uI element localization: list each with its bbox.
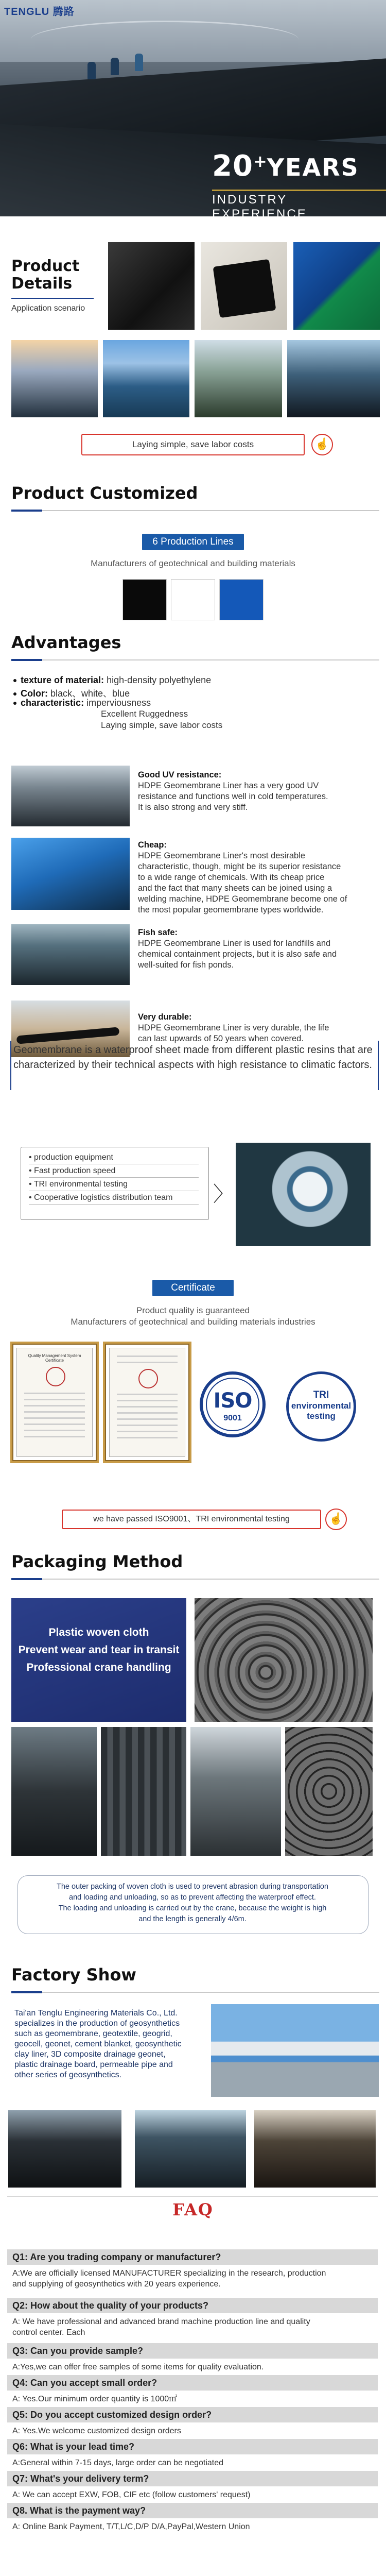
hero-worker: [135, 54, 143, 71]
bullet-dot-icon: [13, 702, 16, 705]
packaging-description-line: The outer packing of woven cloth is used to prevent abrasion during transportation: [57, 1883, 328, 1891]
brand-logo[interactable]: TENGLU 腾路: [4, 6, 75, 18]
faq-answer: [12, 2394, 378, 2404]
capability-label: Cooperative logistics distribution team: [34, 1193, 173, 1202]
advantage-extra-line: Laying simple, save labor costs: [101, 720, 223, 730]
arrow-right-icon: 〉: [213, 1183, 234, 1206]
advantage-extra-line: Excellent Ruggedness: [101, 709, 188, 719]
rolls-row-photo: [101, 1727, 186, 1856]
capability-item: [29, 1191, 199, 1205]
advantage-item-title: Fish safe:: [138, 928, 178, 937]
hero-banner: [0, 0, 386, 216]
pointer-hand-icon: ☝: [325, 1509, 347, 1530]
crane-loading-photo: [190, 1727, 281, 1856]
advantage-item-line: can last upwards of 50 years when covered.: [138, 1034, 304, 1043]
heading-rule: [11, 659, 379, 660]
slogan-box: Laying simple, save labor costs: [81, 434, 305, 455]
certificate-document: [103, 1342, 191, 1463]
color-swatch: [122, 579, 167, 620]
faq-rule: [7, 2196, 378, 2197]
testing-equipment-photo: [236, 1143, 371, 1246]
cheap-photo: [11, 838, 130, 910]
faq-answer: [12, 2458, 378, 2468]
tri-testing-logo: TRI environmental testing: [286, 1371, 356, 1442]
product-photo-hand-sheet: [201, 242, 287, 330]
advantage-item-line: HDPE Geomembrane Liner's most desirable: [138, 851, 306, 860]
passed-tests-box: we have passed ISO9001、TRI environmental testing: [62, 1510, 321, 1529]
faq-answer: [12, 2521, 378, 2532]
advantage-property: [13, 698, 271, 708]
scenario-photo-greenhouse: [195, 340, 282, 417]
heading-rule: [11, 1992, 379, 1993]
pointer-hand-icon: ☝: [311, 434, 333, 455]
quality-guaranteed-text: Product quality is guaranteed: [136, 1306, 250, 1315]
property-value: black、white、blue: [50, 688, 130, 699]
faq-question[interactable]: Q4: Can you accept small order?: [7, 2375, 378, 2391]
advantage-item-line: HDPE Geomembrane Liner is very durable, the life: [138, 1023, 329, 1032]
faq-question[interactable]: Q1: Are you trading company or manufacturer?: [7, 2249, 378, 2265]
certificate-document: Quality Management System Certificate: [10, 1342, 99, 1463]
advantage-item-line: characteristic, though, might be its superior resistance: [138, 862, 341, 871]
rolls-stack-photo: [195, 1598, 373, 1722]
capability-item: [29, 1178, 199, 1191]
heading-rule: [11, 1579, 379, 1580]
faq-answer-line: A:We are officially licensed MANUFACTURER specializing in the research, production: [12, 2269, 326, 2278]
uv-resistance-photo: [11, 766, 130, 826]
advantage-item: [138, 840, 380, 916]
certificate-badge: Certificate: [152, 1280, 234, 1296]
bullet-dot-icon: [13, 692, 16, 696]
property-value: imperviousness: [86, 698, 151, 708]
scenario-photo-reservoir: [103, 340, 189, 417]
color-swatch: [171, 579, 215, 620]
production-lines-badge: 6 Production Lines: [142, 534, 244, 550]
advantage-item-line: welding machine, HDPE Geomembrane become one of: [138, 894, 347, 904]
advantage-item-title: Cheap:: [138, 840, 167, 850]
advantage-item-line: HDPE Geomembrane Liner is used for landfills and: [138, 939, 331, 948]
advantage-item: [138, 1012, 380, 1044]
application-scenario-label: Application scenario: [11, 304, 85, 313]
customized-heading: Product Customized: [11, 483, 198, 503]
advantage-property: [13, 675, 271, 686]
factory-description-line: such as geomembrane, geotextile, geogrid,: [14, 2029, 172, 2038]
bullet-dash: •: [29, 1180, 34, 1189]
capabilities-list: [29, 1151, 199, 1205]
scenario-photo-landfill: [287, 340, 380, 417]
advantage-item: [138, 770, 380, 813]
factory-description-line: specializes in the production of geosynthetics: [14, 2019, 180, 2028]
faq-answer-line: A: Online Bank Payment, T/T,L/C,D/P D/A,PayPal,Western Union: [12, 2522, 250, 2531]
capability-item: [29, 1164, 199, 1178]
faq-question[interactable]: Q2: How about the quality of your products?: [7, 2298, 378, 2313]
factory-description-line: other series of geosynthetics.: [14, 2071, 122, 2079]
title-underline: [11, 298, 94, 299]
advantage-item-line: resistance and functions well in cold temperatures.: [138, 792, 328, 801]
packaging-feature-lines: [11, 1624, 186, 1676]
packaging-feature-line: Plastic woven cloth: [48, 1626, 149, 1638]
hero-worker: [87, 62, 96, 79]
advantage-item-line: well-suited for fish ponds.: [138, 960, 234, 970]
color-swatch: [219, 579, 264, 620]
faq-answer-line: A:Yes,we can offer free samples of some items for quality evaluation.: [12, 2363, 264, 2371]
faq-question[interactable]: Q5: Do you accept customized design order?: [7, 2407, 378, 2422]
capability-item: [29, 1151, 199, 1164]
capability-label: production equipment: [34, 1153, 113, 1162]
factory-landfill-photo: [254, 2110, 376, 2188]
faq-answer: [12, 2362, 378, 2372]
industry-experience-label: INDUSTRY EXPERIENCE: [212, 190, 386, 222]
capability-label: TRI environmental testing: [33, 1180, 128, 1189]
factory-site-photo: [8, 2110, 121, 2188]
advantage-item: [138, 927, 380, 971]
faq-answer: [12, 2316, 378, 2338]
geomembrane-quote: Geomembrane is a waterproof sheet made from different plastic resins that are characterized by their technical aspects with high resistance to climatic factors.: [10, 1041, 379, 1090]
product-photo-black-sheet: [108, 242, 195, 330]
factory-heading: Factory Show: [11, 1965, 136, 1985]
packaging-feature-line: Prevent wear and tear in transit: [18, 1644, 180, 1656]
black-sample: [213, 259, 276, 318]
advantage-item-line: chemical containment projects, but it is also safe and: [138, 950, 337, 959]
bullet-dash: •: [29, 1193, 34, 1202]
packaging-description-line: The loading and unloading is carried out by the crane, because the weight is high: [58, 1904, 327, 1912]
faq-answer: [12, 2268, 378, 2290]
advantage-item-line: It is also strong and very stiff.: [138, 803, 248, 812]
advantage-item-title: Good UV resistance:: [138, 770, 222, 779]
faq-answer-line: A:General within 7-15 days, large order can be negotiated: [12, 2459, 224, 2467]
property-label: Color:: [21, 688, 48, 699]
factory-aerial-photo: [211, 2004, 379, 2097]
packaging-feature-line: Professional crane handling: [26, 1662, 171, 1673]
faq-question[interactable]: Q3: Can you provide sample?: [7, 2343, 378, 2359]
faq-answer-line: A: Yes.Our minimum order quantity is 1000㎡: [12, 2395, 178, 2403]
hero-worker: [111, 58, 119, 75]
faq-answer: [12, 2426, 378, 2436]
factory-description-line: geocell, geonet, cement blanket, geosynthetic: [14, 2040, 182, 2048]
color-swatches: [122, 579, 264, 620]
faq-answer-line: A: We can accept EXW, FOB, CIF etc (follow customers' request): [12, 2490, 251, 2499]
capability-label: Fast production speed: [34, 1166, 116, 1175]
faq-answer-line: A: We have professional and advanced brand machine production line and quality: [12, 2317, 310, 2326]
advantage-item-line: HDPE Geomembrane Liner has a very good UV: [138, 781, 319, 790]
bullet-dash: •: [29, 1153, 34, 1162]
faq-answer-line: control center. Each: [12, 2328, 85, 2337]
product-photo-color-sheets: [293, 242, 380, 330]
bullet-dot-icon: [13, 679, 16, 682]
seal-icon: [46, 1367, 65, 1386]
faq-answer-line: A: Yes.We welcome customized design orders: [12, 2427, 181, 2435]
faq-question[interactable]: Q7: What's your delivery term?: [7, 2471, 378, 2486]
packaging-heading: Packaging Method: [11, 1552, 183, 1571]
faq-question[interactable]: Q8. What is the payment way?: [7, 2503, 378, 2518]
product-details-title: Product Details: [11, 257, 80, 293]
advantage-item-line: to a wide range of chemicals. With its cheap price: [138, 873, 325, 882]
faq-question[interactable]: Q6: What is your lead time?: [7, 2439, 378, 2454]
iso-logo: ISO 9001: [200, 1371, 266, 1437]
faq-answer-line: and supplying of geosynthetics with 20 years experience.: [12, 2280, 221, 2289]
property-value: high-density polyethylene: [107, 675, 212, 685]
years-badge: 20+YEARS: [212, 149, 359, 183]
bullet-dash: •: [29, 1166, 34, 1175]
manufacturer-note: Manufacturers of geotechnical and building materials: [91, 558, 295, 568]
roll-ends-photo: [285, 1727, 373, 1856]
advantage-item-line: and the fact that many sheets can be joined using a: [138, 884, 332, 893]
packaging-description-line: and the length is generally 4/6m.: [138, 1915, 247, 1923]
warehouse-photo: [11, 1727, 97, 1856]
seal-icon: [138, 1369, 158, 1388]
factory-description-line: clay liner, 3D composite drainage geonet,: [14, 2050, 166, 2059]
factory-description-line: plastic drainage board, permeable pipe and: [14, 2060, 173, 2069]
manufacturer-industries-text: Manufacturers of geotechnical and building materials industries: [71, 1317, 315, 1327]
factory-description: [14, 2008, 210, 2080]
factory-description-line: Tai'an Tenglu Engineering Materials Co., Ltd.: [14, 2009, 178, 2018]
scenario-photo-pond: [11, 340, 98, 417]
packaging-description: [23, 1882, 362, 1925]
property-label: characteristic:: [21, 698, 84, 708]
advantages-heading: Advantages: [11, 633, 121, 652]
advantage-item-line: the most popular geomembrane types worldwide.: [138, 905, 324, 914]
factory-pond-photo: [135, 2110, 246, 2188]
faq-answer: [12, 2489, 378, 2500]
faq-heading: FAQ: [172, 2200, 214, 2219]
fish-safe-photo: [11, 924, 130, 985]
hero-stadium-roof: [31, 21, 299, 58]
property-label: texture of material:: [21, 675, 104, 685]
heading-rule: [11, 510, 379, 511]
packaging-description-line: and loading and unloading, so as to prevent affecting the waterproof effect.: [69, 1893, 316, 1902]
advantage-item-title: Very durable:: [138, 1012, 192, 1022]
